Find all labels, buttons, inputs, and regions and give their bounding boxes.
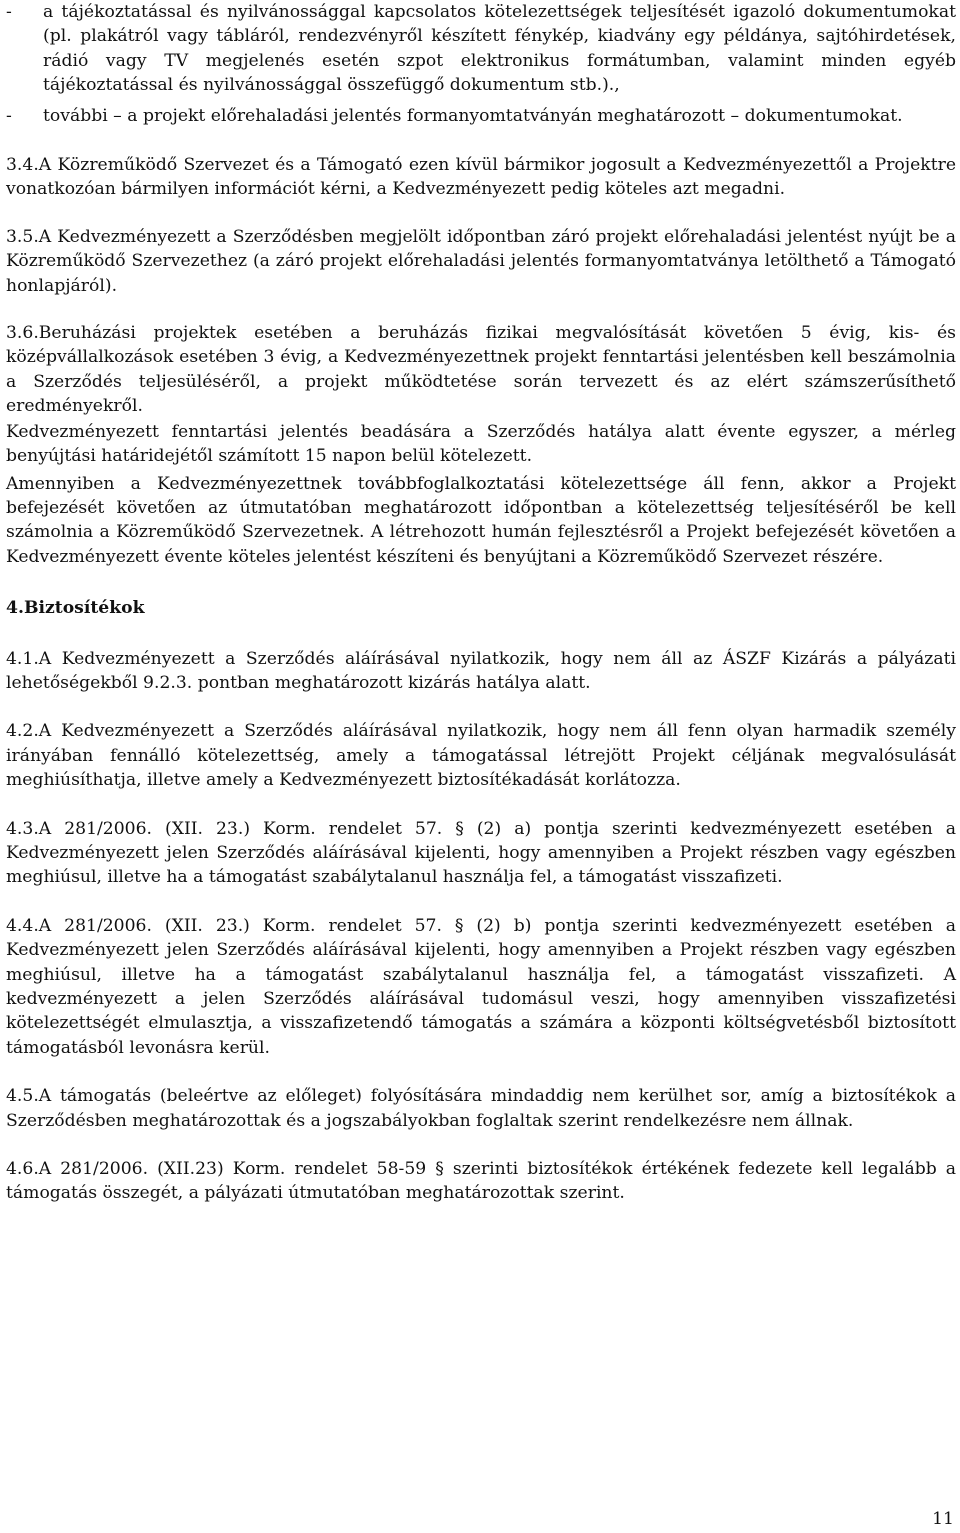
paragraph-4-5: 4.5.A támogatás (beleértve az előleget) folyósítására mindaddig nem kerülhet sor, amíg a biztosítékok a Szerződésben meghatározottak és a jogszabályokban foglaltak szerint rendelkezésre nem állnak. [6, 1086, 956, 1131]
paragraph-3-6-maintenance: Kedvezményezett fenntartási jelentés beadására a Szerződés hatálya alatt évente egyszer, a mérleg benyújtási határidejétől számított 15 napon belül kötelezett. [6, 421, 956, 467]
paragraph-4-6: 4.6.A 281/2006. (XII.23) Korm. rendelet 58-59 § szerinti biztosítékok értékének fedezete kell legalább a támogatás összegét, a pályázati útmutatóban meghatározottak szerint. [6, 1159, 956, 1204]
paragraph-3-5: 3.5.A Kedvezményezett a Szerződésben megjelölt időpontban záró projekt előrehaladási jelentést nyújt be a Közreműködő Szervezethez (a záró projekt előrehaladási jelentés formanyomtatványa letölthető a Támogató honlapjáról). [6, 226, 956, 296]
bullet-item [6, 104, 956, 128]
bullet-text: a tájékoztatással és nyilvánossággal kapcsolatos kötelezettségek teljesítését igazoló dokumentumokat (pl. plakátról vagy tábláról, rendezvényről készített fénykép, kiadvány egy példánya, sajtóhirdetések, rádió vagy TV megjelenés esetén szpot elektronikus formátumban, valamint minden egyéb tájékoztatással és nyilvánossággal összefüggő dokumentum stb.)., [43, 2, 956, 96]
paragraph-4-3: 4.3.A 281/2006. (XII. 23.) Korm. rendelet 57. § (2) a) pontja szerinti kedvezményezett esetében a Kedvezményezett jelen Szerződés aláírásával kijelenti, hogy amennyiben a Projekt részben vagy egészben meghiúsul, illetve ha a támogatást szabálytalanul használja fel, a támogatást visszafizeti. [6, 818, 956, 888]
section-heading-4: 4.Biztosítékok [6, 598, 145, 619]
bullet-text: további – a projekt előrehaladási jelentés formanyomtatványán meghatározott – dokumentumokat. [43, 105, 903, 126]
bullet-marker: - [6, 2, 12, 22]
paragraph-4-2: 4.2.A Kedvezményezett a Szerződés aláírásával nyilatkozik, hogy nem áll fenn olyan harmadik személy irányában fennálló kötelezettség, amely a támogatással létrejött Projekt céljának megvalósulását meghiúsíthatja, illetve amely a Kedvezményezett biztosítékadását korlátozza. [6, 721, 956, 791]
paragraph-4-1: 4.1.A Kedvezményezett a Szerződés aláírásával nyilatkozik, hogy nem áll az ÁSZF Kizárás a pályázati lehetőségekből 9.2.3. pontban meghatározott kizárás hatálya alatt. [6, 648, 956, 693]
page-number: 11 [932, 1508, 954, 1529]
paragraph-3-6: 3.6.Beruházási projektek esetében a beruházás fizikai megvalósítását követően 5 évig, kis- és középvállalkozások esetében 3 évig, a Kedvezményezettnek projekt fenntartási jelentésben kell beszámolnia a Szerződés teljesüléséről, a projekt működtetése során tervezett és az elért számszerűsíthető eredményekről. [6, 323, 956, 417]
paragraph-3-6-employment: Amennyiben a Kedvezményezettnek továbbfoglalkoztatási kötelezettsége áll fenn, akkor a Projekt befejezését követően az útmutatóban meghatározott időpontban a kötelezettség teljesítéséről be kell számolnia a Közreműködő Szervezetnek. A létrehozott humán fejlesztésről a Projekt befejezését követően a Kedvezményezett évente köteles jelentést készíteni és benyújtani a Közreműködő Szervezet részére. [6, 473, 956, 567]
bullet-marker: - [6, 105, 12, 126]
paragraph-4-4: 4.4.A 281/2006. (XII. 23.) Korm. rendelet 57. § (2) b) pontja szerinti kedvezményezett esetében a Kedvezményezett jelen Szerződés aláírásával kijelenti, hogy amennyiben a Projekt részben vagy egészben meghiúsul, illetve ha a támogatást szabálytalanul használja fel, a támogatást visszafizeti. A kedvezményezett a jelen Szerződés aláírásával tudomásul veszi, hogy amennyiben visszafizetési kötelezettségét elmulasztja, a visszafizetendő támogatás a számára a központi költségvetésből biztosított támogatásból levonásra kerül. [6, 915, 956, 1058]
document-page [6, 0, 956, 1206]
paragraph-3-4: 3.4.A Közreműködő Szervezet és a Támogató ezen kívül bármikor jogosult a Kedvezményezettől a Projektre vonatkozóan bármilyen információt kérni, a Kedvezményezett pedig köteles azt megadni. [6, 155, 956, 200]
bullet-item [6, 0, 956, 98]
